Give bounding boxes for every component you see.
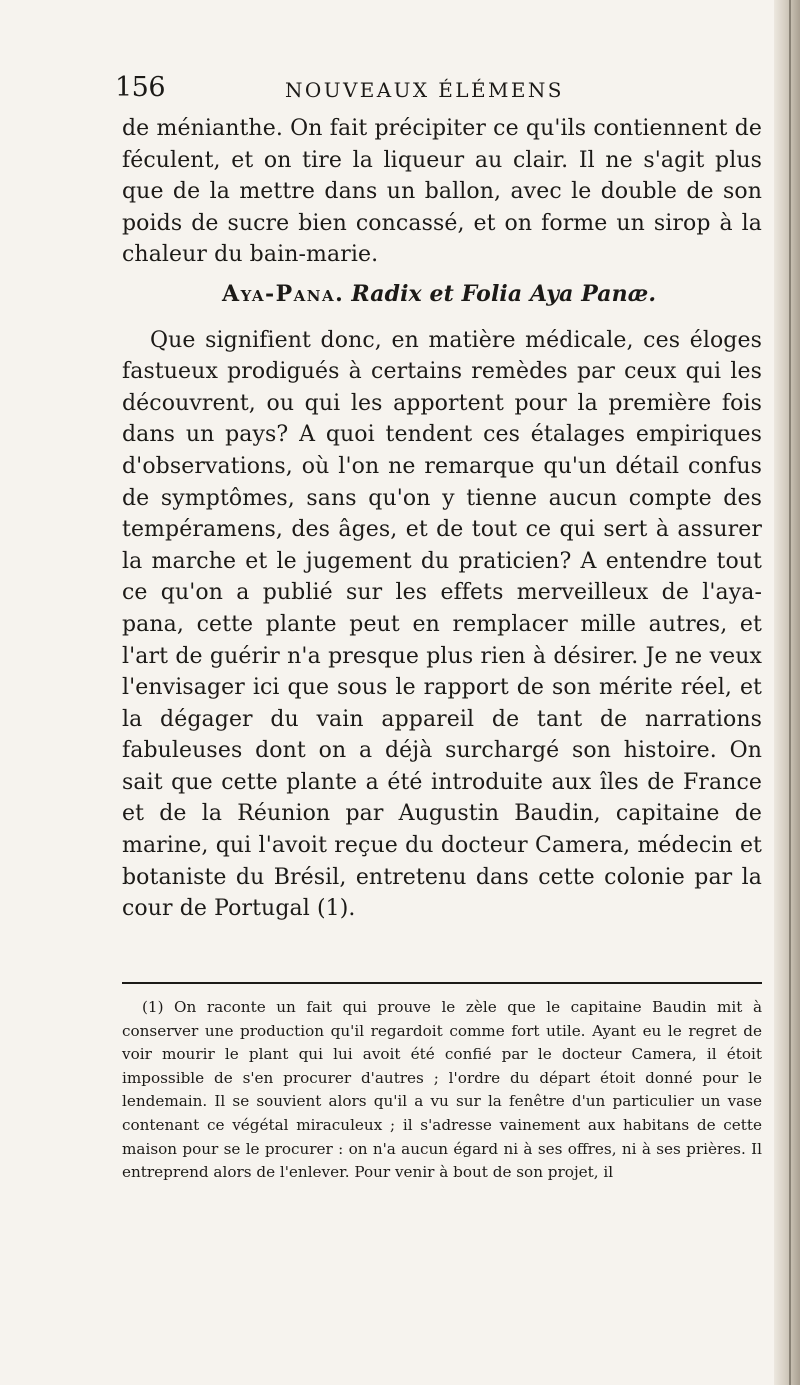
footnotes (122, 996, 762, 1185)
book-binding-edge (789, 0, 791, 1385)
footnote-1: (1) On raconte un fait qui prouve le zèle que le capitaine Baudin mit à conserver une production qu'il regardoit comme fort utile. Ayant eu le regret de voir mourir le plant qui lui avoit été confié par le docteur Camera, il étoit impossible de s'en procurer d'autres ; l'ordre du départ étoit donné pour le lendemain. Il se souvient alors qu'il a vu sur la fenêtre d'un particulier un vase contenant ce végétal miraculeux ; il s'adresse vainement aux habitans de cette maison pour se le procurer : on n'a aucun égard ni à ses offres, ni à ses prières. Il entreprend alors de l'enlever. Pour venir à bout de son projet, il (122, 998, 762, 1182)
paragraph-main: Que signifient donc, en matière médicale, ces éloges fastueux prodigués à certains remèdes par ceux qui les découvrent, ou qui les apportent pour la première fois dans un pays? A quoi tendent ces étalages empiriques d'observations, où l'on ne remarque qu'un détail confus de symptômes, sans qu'on y tienne aucun compte des tempéramens, des âges, et de tout ce qui sert à assurer la marche et le jugement du praticien? A entendre tout ce qu'on a publié sur les effets merveilleux de l'aya-pana, cette plante peut en remplacer mille autres, et l'art de guérir n'a presque plus rien à désirer. Je ne veux l'envisager ici que sous le rapport de son mérite réel, et la dégager du vain appareil de tant de narrations fabuleuses dont on a déjà surchargé son histoire. On sait que cette plante a été introduite aux îles de France et de la Réunion par Augustin Baudin, capitaine de marine, qui l'avoit reçue du docteur Camera, médecin et botaniste du Brésil, entretenu dans cette colonie par la cour de Portugal (1). (122, 327, 762, 922)
section-heading-latin: Radix et Folia Aya Panæ. (351, 280, 657, 307)
main-text (122, 113, 762, 925)
running-head-title: NOUVEAUX ÉLÉMENS (285, 78, 564, 102)
book-gutter-shadow (774, 0, 800, 1385)
section-heading-name: Aya-Pana. (222, 280, 345, 307)
running-head (115, 72, 765, 106)
footnote-rule (122, 982, 762, 984)
paragraph-continued: de ménianthe. On fait précipiter ce qu'ils contiennent de féculent, et on tire la liqueur au clair. Il ne s'agit plus que de la mettre dans un ballon, avec le double de son poids de sucre bien concassé, et on forme un sirop à la chaleur du bain-marie. (122, 116, 762, 268)
page-number: 156 (115, 72, 166, 103)
section-heading (122, 279, 762, 311)
